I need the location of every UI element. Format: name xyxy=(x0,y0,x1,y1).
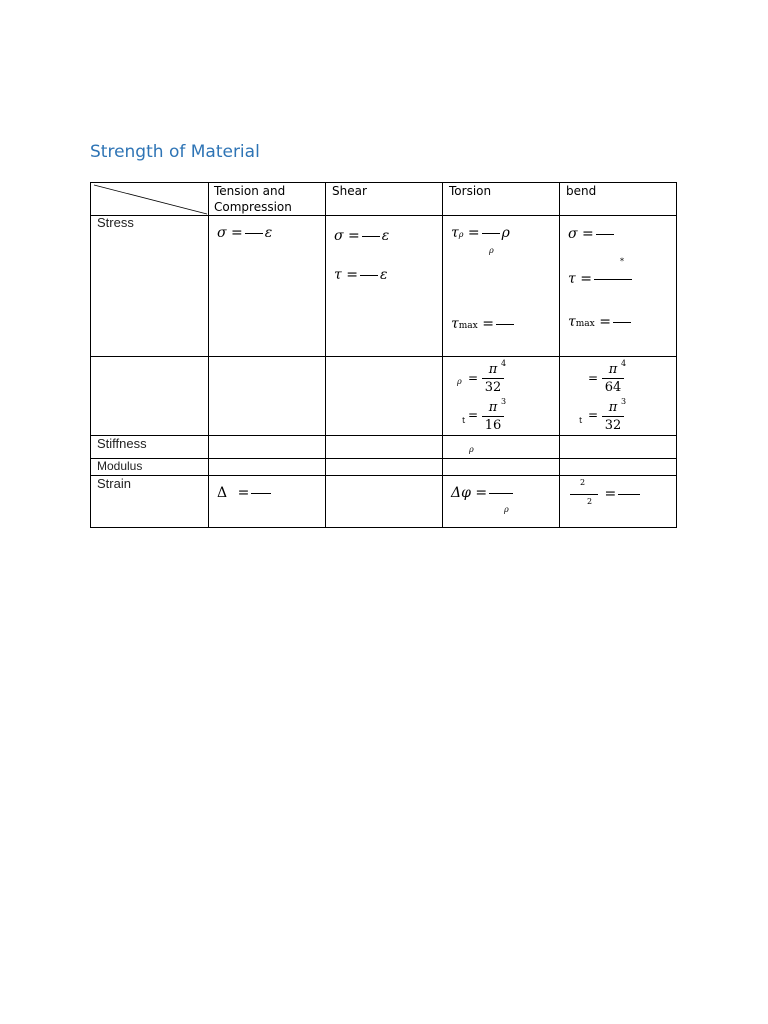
equals-sign: = xyxy=(237,485,250,501)
header-torsion: Torsion xyxy=(449,184,492,198)
fraction-bar xyxy=(496,324,514,325)
epsilon-symbol: ε xyxy=(264,225,273,241)
formula-shear-sigma xyxy=(334,228,389,244)
diagonal-corner-line xyxy=(91,183,209,216)
equals-sign: = xyxy=(346,267,358,283)
equals-sign: = xyxy=(468,408,479,422)
rho-symbol: ρ xyxy=(501,225,510,241)
epsilon-symbol: ε xyxy=(379,267,388,283)
fraction-bar xyxy=(602,378,624,379)
denominator: 16 xyxy=(484,418,502,433)
equals-sign: = xyxy=(467,225,480,241)
formula-tension-strain xyxy=(217,485,273,501)
rho-label: ρ xyxy=(457,377,462,386)
equals-sign: = xyxy=(588,371,599,385)
fraction-bar xyxy=(251,493,271,494)
formula-torsion-tau-max xyxy=(451,316,516,332)
max-subscript: max xyxy=(458,321,478,331)
equals-sign: = xyxy=(580,271,592,287)
formula-bend-tau xyxy=(568,271,634,287)
formula-torsion-strain xyxy=(451,485,515,501)
fraction-bar xyxy=(613,322,631,323)
fraction-bar xyxy=(482,378,504,379)
equals-sign: = xyxy=(582,226,594,242)
row-divider xyxy=(91,356,676,357)
exponent: 2 xyxy=(587,497,593,506)
equals-sign: = xyxy=(588,408,599,422)
fraction-bar xyxy=(596,234,614,235)
t-label: t xyxy=(579,416,583,425)
strength-table xyxy=(90,182,677,528)
formula-bend-strain xyxy=(568,486,642,502)
asterisk-mark: * xyxy=(620,257,624,266)
row-divider xyxy=(91,475,676,476)
sigma-symbol: σ xyxy=(568,226,578,242)
fraction-bar xyxy=(570,494,598,495)
t-label: t xyxy=(462,416,466,425)
equals-sign: = xyxy=(231,225,243,241)
fraction-bar xyxy=(594,279,632,280)
equals-sign: = xyxy=(468,371,479,385)
delta-symbol: Δ xyxy=(217,485,228,501)
document-title: Strength of Material xyxy=(90,142,260,162)
equals-sign: = xyxy=(604,486,617,502)
sigma-symbol: σ xyxy=(334,228,344,244)
fraction-bar xyxy=(602,416,624,417)
row-label-stress: Stress xyxy=(97,215,134,230)
fraction-bar xyxy=(482,416,504,417)
tau-symbol: τ xyxy=(334,267,342,283)
sigma-symbol: σ xyxy=(217,225,227,241)
row-divider xyxy=(91,458,676,459)
denominator: 32 xyxy=(484,380,502,395)
equals-sign: = xyxy=(475,485,488,501)
tau-symbol: τ xyxy=(568,271,576,287)
row-label-modulus: Modulus xyxy=(97,459,143,473)
column-divider xyxy=(325,183,326,527)
column-divider xyxy=(559,183,560,527)
formula-bend-tau-max xyxy=(568,314,633,330)
equals-sign: = xyxy=(599,314,611,330)
fraction-bar xyxy=(489,493,513,494)
exponent: 3 xyxy=(501,397,507,406)
formula-bend-sigma xyxy=(568,226,616,242)
rho-denominator: ρ xyxy=(489,246,494,255)
header-shear: Shear xyxy=(332,184,367,198)
exponent: 4 xyxy=(621,359,627,368)
header-bend: bend xyxy=(566,184,597,198)
tau-symbol: τ xyxy=(451,225,459,241)
exponent: 4 xyxy=(501,359,507,368)
formula-tension-stress xyxy=(217,225,272,241)
tau-symbol: τ xyxy=(451,316,459,332)
pi-symbol: π xyxy=(608,400,618,415)
header-tension-line1: Tension and xyxy=(214,184,286,198)
formula-torsion-tau-rho xyxy=(451,225,510,241)
equals-sign: = xyxy=(482,316,494,332)
fraction-bar xyxy=(362,236,380,237)
pi-symbol: π xyxy=(608,362,618,377)
denominator: 64 xyxy=(604,380,622,395)
row-label-strain: Strain xyxy=(97,476,131,491)
column-divider xyxy=(442,183,443,527)
header-tension xyxy=(214,183,292,215)
fraction-bar xyxy=(618,494,640,495)
rho-label: ρ xyxy=(469,445,474,454)
formula-shear-tau xyxy=(334,267,387,283)
fraction-bar xyxy=(245,233,263,234)
row-divider xyxy=(91,435,676,436)
rho-denominator: ρ xyxy=(504,505,509,514)
exponent: 2 xyxy=(580,478,586,487)
pi-symbol: π xyxy=(488,400,498,415)
fraction-bar xyxy=(360,275,378,276)
epsilon-symbol: ε xyxy=(381,228,390,244)
delta-phi-symbol: Δφ xyxy=(451,485,471,501)
pi-symbol: π xyxy=(488,362,498,377)
denominator: 32 xyxy=(604,418,622,433)
equals-sign: = xyxy=(348,228,360,244)
exponent: 3 xyxy=(621,397,627,406)
row-label-stiffness: Stiffness xyxy=(97,436,147,451)
rho-subscript: ρ xyxy=(458,230,464,239)
column-divider xyxy=(208,183,209,527)
tau-symbol: τ xyxy=(568,314,576,330)
max-subscript: max xyxy=(575,319,595,329)
header-tension-line2: Compression xyxy=(214,200,292,214)
fraction-bar xyxy=(482,233,500,234)
